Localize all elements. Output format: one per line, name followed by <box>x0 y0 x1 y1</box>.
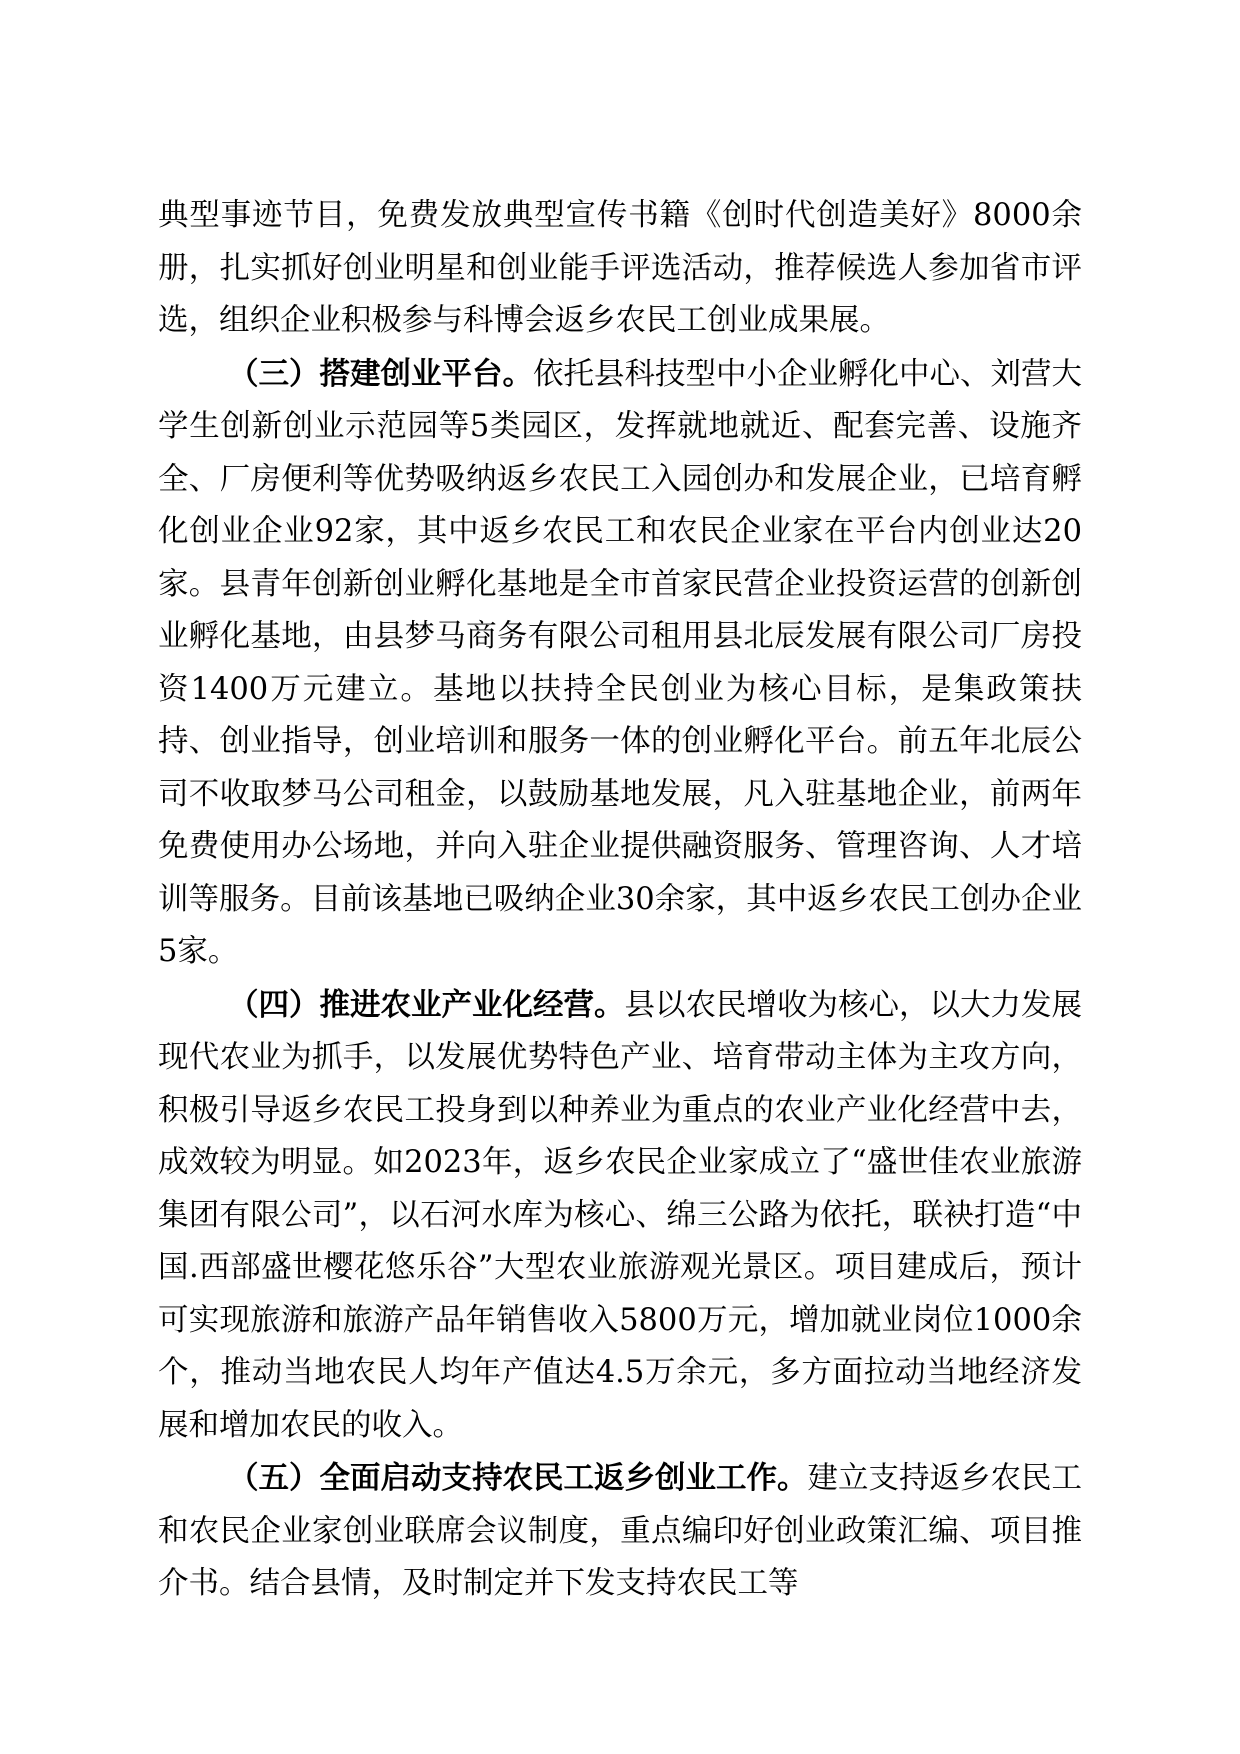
paragraph-section-3 <box>158 348 1082 979</box>
paragraph-body: 依托县科技型中小企业孵化中心、刘营大学生创新创业示范园等5类园区，发挥就地就近、配套完善、设施齐全、厂房便利等优势吸纳返乡农民工入园创办和发展企业，已培育孵化创业企业92家，其中返乡农民工和农民企业家在平台内创业达20家。县青年创新创业孵化基地是全市首家民营企业投资运营的创新创业孵化基地，由县梦马商务有限公司租用县北辰发展有限公司厂房投资1400万元建立。基地以扶持全民创业为核心目标，是集政策扶持、创业指导，创业培训和服务一体的创业孵化平台。前五年北辰公司不收取梦马公司租金，以鼓励基地发展，凡入驻基地企业，前两年免费使用办公场地，并向入驻企业提供融资服务、管理咨询、人才培训等服务。目前该基地已吸纳企业30余家，其中返乡农民工创办企业5家。 <box>158 356 1082 969</box>
paragraph-section-5 <box>158 1452 1082 1611</box>
section-heading: （四）推进农业产业化经营。 <box>228 986 625 1023</box>
section-heading: （五）全面启动支持农民工返乡创业工作。 <box>228 1460 808 1496</box>
paragraph-body: 县以农民增收为核心，以大力发展现代农业为抓手，以发展优势特色产业、培育带动主体为主攻方向，积极引导返乡农民工投身到以种养业为重点的农业产业化经营中去，成效较为明显。如2023年，返乡农民企业家成立了“盛世佳农业旅游集团有限公司”，以石河水库为核心、绵三公路为依托，联袂打造“中国.西部盛世樱花悠乐谷”大型农业旅游观光景区。项目建成后，预计可实现旅游和旅游产品年销售收入5800万元，增加就业岗位1000余个，推动当地农民人均年产值达4.5万余元，多方面拉动当地经济发展和增加农民的收入。 <box>158 987 1082 1443</box>
section-heading: （三）搭建创业平台。 <box>228 355 533 392</box>
paragraph-body: 建立支持返乡农民工和农民企业家创业联席会议制度，重点编印好创业政策汇编、项目推介书。结合县情，及时制定并下发支持农民工等 <box>158 1461 1082 1601</box>
paragraph-continuation <box>158 190 1082 348</box>
paragraph-body: 典型事迹节目，免费发放典型宣传书籍《创时代创造美好》8000余册，扎实抓好创业明星和创业能手评选活动，推荐候选人参加省市评选，组织企业积极参与科博会返乡农民工创业成果展。 <box>158 198 1082 338</box>
document-page <box>158 190 1082 1611</box>
paragraph-section-4 <box>158 979 1082 1453</box>
